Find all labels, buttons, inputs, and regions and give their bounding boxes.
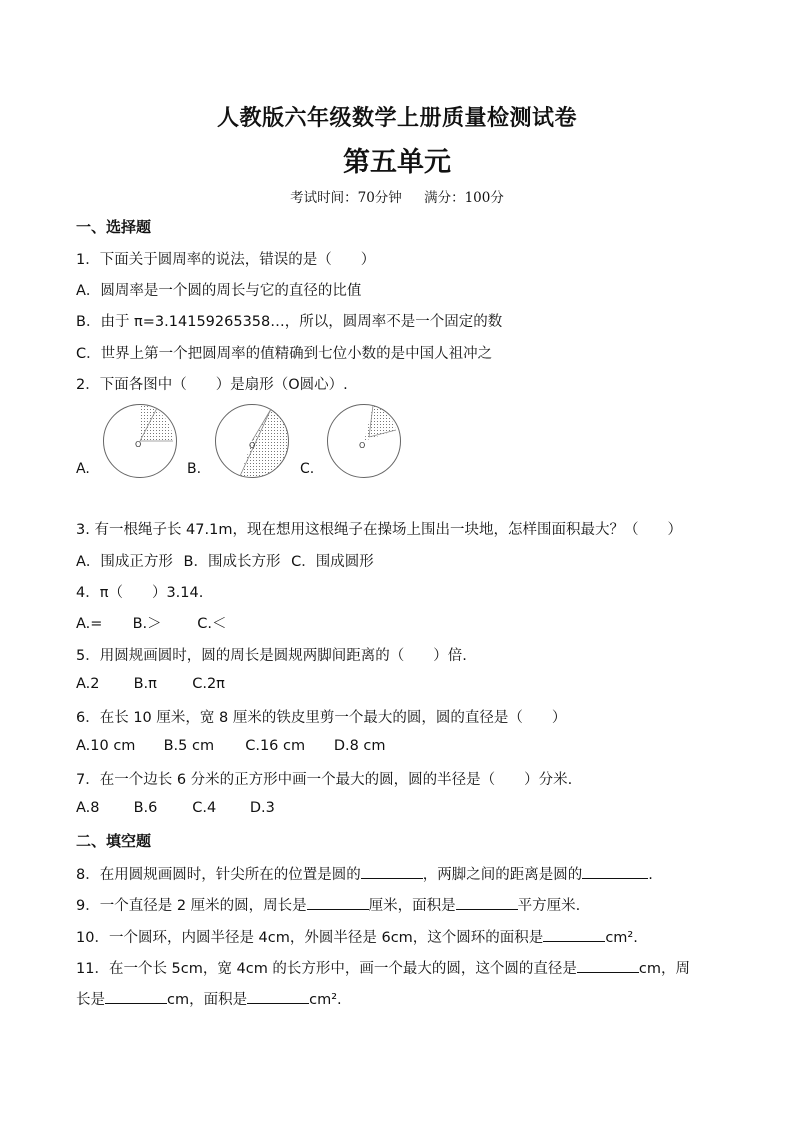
q1-option-c: C．世界上第一个把圆周率的值精确到七位小数的是中国人祖冲之: [76, 346, 493, 362]
q6-option-c: C.16 cm: [245, 738, 306, 754]
exam-meta: [0, 186, 794, 206]
full-score: 满分：100分: [424, 190, 504, 206]
q4-option-a: A.=: [76, 616, 103, 632]
q9-text-3: 平方厘米.: [517, 898, 581, 914]
q7-option-b: B.6: [133, 800, 158, 816]
q5-stem: 5．用圆规画圆时，圆的周长是圆规两脚间距离的（ ）倍.: [76, 648, 467, 664]
q1-option-b: B．由于 π=3.14159265358…，所以，圆周率不是一个固定的数: [76, 314, 503, 330]
q2-option-a-label: A.: [76, 461, 90, 477]
q8-line: [76, 863, 653, 884]
q5-options: [76, 676, 225, 692]
q2-figure-c: [325, 402, 403, 480]
q7-option-d: D.3: [249, 800, 275, 816]
q11-blank-3[interactable]: [247, 988, 309, 1004]
q11-text-4: cm，面积是: [167, 992, 248, 1008]
exam-title: 人教版六年级数学上册质量检测试卷: [216, 105, 577, 131]
q8-blank-1[interactable]: [361, 863, 423, 879]
q11-text-5: cm².: [309, 992, 342, 1008]
q7-option-c: C.4: [192, 800, 217, 816]
q6-options: [76, 738, 386, 754]
q10-text-1: 10．一个圆环，内圆半径是 4cm，外圆半径是 6cm，这个圆环的面积是: [76, 930, 544, 946]
figure-c-circle: [325, 402, 403, 480]
q11-text-3: 长是: [76, 992, 105, 1008]
q2-figure-a: [101, 402, 179, 480]
q1-option-a: A．圆周率是一个圆的周长与它的直径的比值: [76, 283, 362, 299]
figure-a-shaded-region: [140, 405, 173, 442]
section-choice-heading: 一、选择题: [76, 218, 152, 236]
q7-options: [76, 800, 275, 816]
q5-option-c: C.2π: [192, 676, 225, 692]
q1-stem: 1．下面关于圆周率的说法，错误的是（ ）: [76, 252, 376, 268]
figure-c-center-label: O: [359, 441, 366, 450]
q9-text-1: 9．一个直径是 2 厘米的圆，周长是: [76, 898, 307, 914]
q4-option-c: C.＜: [197, 616, 227, 632]
q8-blank-2[interactable]: [582, 863, 648, 879]
q8-text-1: 8．在用圆规画圆时，针尖所在的位置是圆的: [76, 867, 361, 883]
q5-option-b: B.π: [133, 676, 157, 692]
q6-stem: 6．在长 10 厘米，宽 8 厘米的铁皮里剪一个最大的圆，圆的直径是（ ）: [76, 710, 567, 726]
section-fill-heading: 二、填空题: [76, 832, 152, 850]
q3-stem: 3. 有一根绳子长 47.1m，现在想用这根绳子在操场上围出一块地，怎样围面积最大？（ ）: [76, 522, 682, 538]
q3-option-b: B．围成长方形: [183, 554, 281, 570]
q10-text-2: cm².: [605, 930, 638, 946]
q2-option-b-label: B.: [187, 461, 202, 477]
q8-text-3: .: [648, 867, 653, 883]
q11-text-1: 11．在一个长 5cm，宽 4cm 的长方形中，画一个最大的圆，这个圆的直径是: [76, 961, 577, 977]
figure-a-circle: [101, 402, 179, 480]
q2-option-c-label: C.: [300, 461, 315, 477]
q5-option-a: A.2: [76, 676, 100, 692]
q4-options: [76, 612, 226, 633]
exam-time: 考试时间：70分钟: [290, 190, 402, 206]
q6-option-d: D.8 cm: [333, 738, 386, 754]
unit-title: 第五单元: [343, 147, 451, 178]
q6-option-b: B.5 cm: [163, 738, 215, 754]
q7-option-a: A.8: [76, 800, 100, 816]
q9-line: [76, 894, 580, 915]
q2-stem: 2．下面各图中（ ）是扇形（O圆心）.: [76, 377, 348, 393]
figure-b-center-label: O: [249, 441, 256, 450]
q9-text-2: 厘米，面积是: [368, 898, 456, 914]
q6-option-a: A.10 cm: [76, 738, 136, 754]
q7-stem: 7．在一个边长 6 分米的正方形中画一个最大的圆，圆的半径是（ ）分米.: [76, 772, 573, 788]
q10-blank-1[interactable]: [543, 926, 605, 942]
figure-a-center-label: O: [135, 440, 142, 449]
q10-line: [76, 926, 638, 947]
q11-line-2: [76, 988, 342, 1009]
q3-option-a: A．围成正方形: [76, 554, 173, 570]
q9-blank-2[interactable]: [456, 894, 518, 910]
q2-figure-b: [213, 402, 291, 480]
q3-options: [76, 550, 374, 571]
q11-text-2: cm，周: [638, 961, 691, 977]
q11-blank-2[interactable]: [105, 988, 167, 1004]
figure-b-circle: [213, 402, 291, 480]
q8-text-2: ，两脚之间的距离是圆的: [422, 867, 583, 883]
q4-stem: 4．π（ ）3.14.: [76, 585, 204, 601]
q3-option-c: C．围成圆形: [291, 554, 374, 570]
q9-blank-1[interactable]: [307, 894, 369, 910]
q4-option-b: B.＞: [132, 616, 162, 632]
q11-blank-1[interactable]: [577, 957, 639, 973]
q11-line-1: [76, 957, 690, 978]
